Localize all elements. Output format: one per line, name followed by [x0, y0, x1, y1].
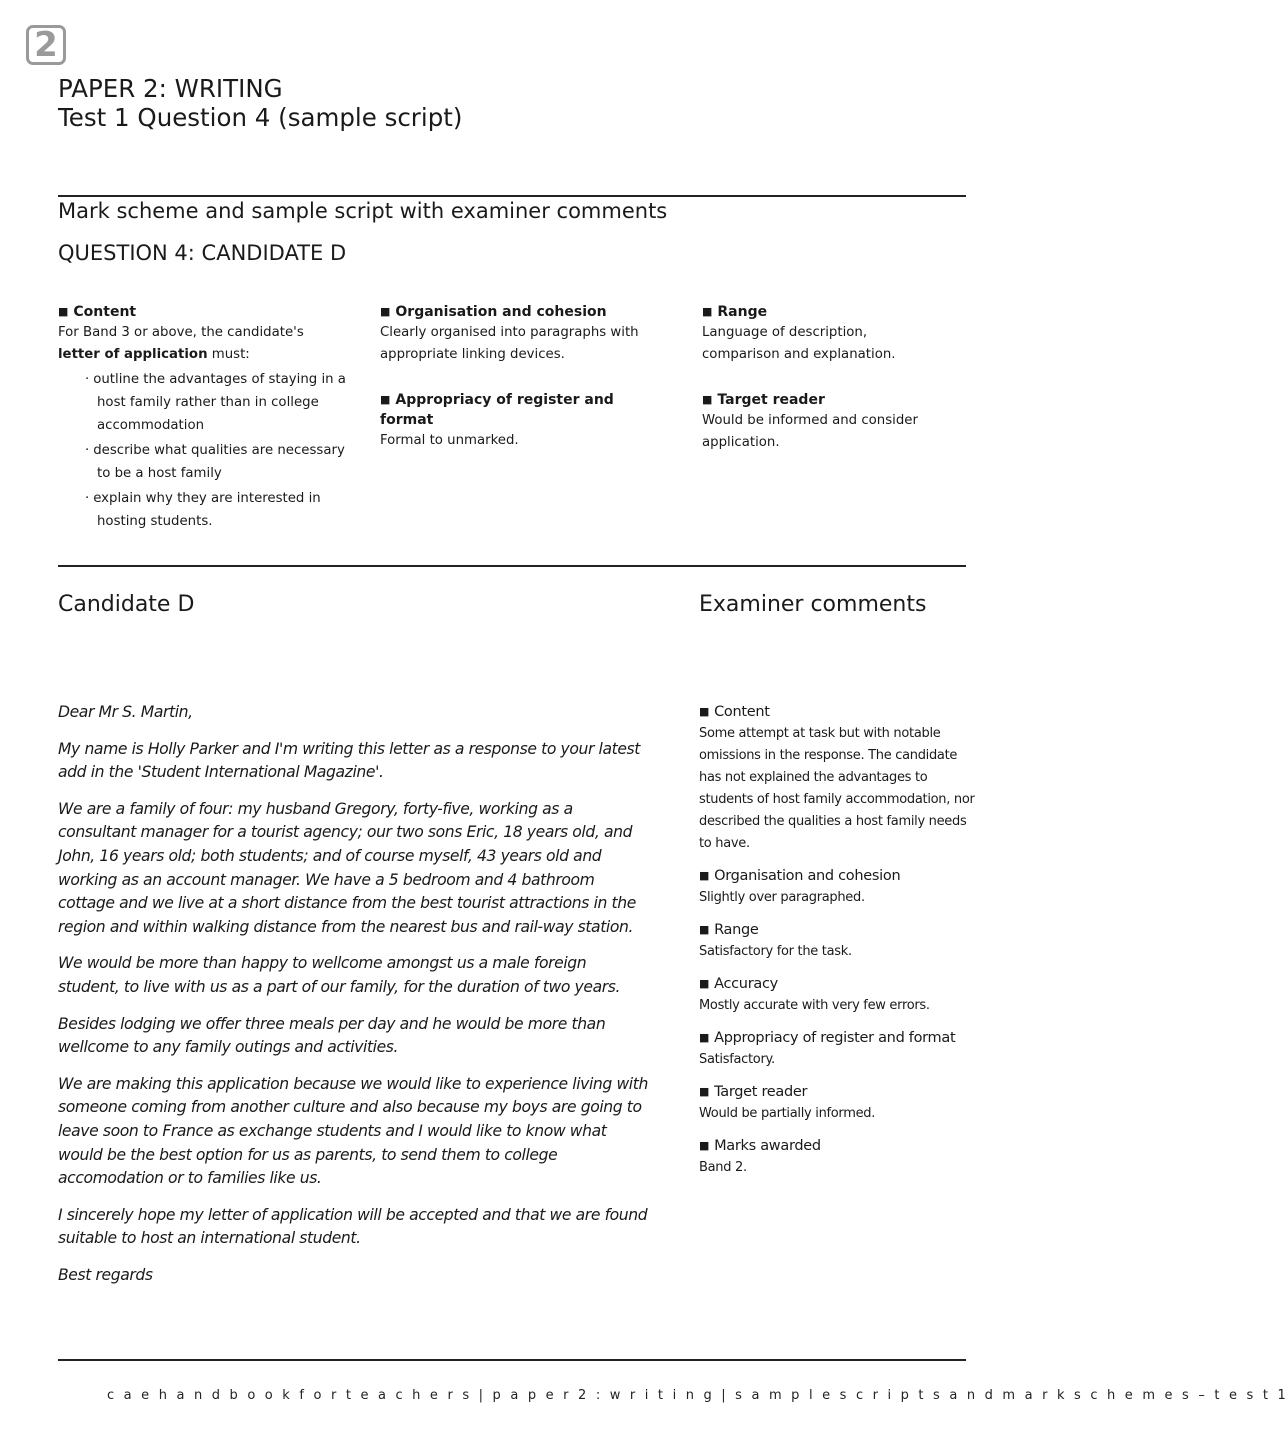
page-title: [58, 74, 462, 132]
square-bullet-icon: ■: [699, 1085, 710, 1098]
letter-paragraph: Besides lodging we offer three meals per day and he would be more than wellcome to any family outings and activities.: [58, 1014, 606, 1057]
mark-scheme-organisation: [380, 302, 640, 452]
paper-title-line1: PAPER 2: WRITING: [58, 74, 283, 103]
divider-bottom: [58, 1359, 966, 1361]
appropriacy-heading: ■ Appropriacy of register and format: [380, 392, 614, 428]
target-reader-heading: ■ Target reader: [702, 392, 825, 408]
square-bullet-icon: ■: [702, 305, 713, 318]
content-heading: ■ Content: [58, 304, 137, 320]
comment-text: Satisfactory for the task.: [699, 944, 852, 959]
comment-text: Satisfactory.: [699, 1052, 775, 1067]
comment-heading: ■ Target reader: [699, 1084, 808, 1100]
comment-heading: ■ Accuracy: [699, 976, 778, 992]
square-bullet-icon: ■: [380, 393, 391, 406]
square-bullet-icon: ■: [699, 1031, 710, 1044]
comment-text: Some attempt at task but with notable omissions in the response. The candidate has not explained the advantages to students of host family accommodation, nor described the qualities a host family needs to have.: [699, 726, 975, 851]
letter-paragraph: We would be more than happy to wellcome amongst us a male foreign student, to live with us as a part of our family, for the duration of two years.: [58, 954, 621, 996]
list-item: · explain why they are interested in hosting students.: [85, 491, 321, 529]
list-item: · describe what qualities are necessary to be a host family: [85, 443, 345, 481]
question-heading: QUESTION 4: CANDIDATE D: [58, 241, 347, 265]
range-text: Language of description, comparison and explanation.: [702, 325, 896, 362]
comment-item: [699, 1081, 981, 1125]
square-bullet-icon: ■: [699, 923, 710, 936]
comment-item: [699, 919, 981, 963]
divider-top: [58, 195, 966, 197]
appropriacy-text: Formal to unmarked.: [380, 433, 519, 448]
comment-heading: ■ Appropriacy of register and format: [699, 1030, 956, 1046]
letter-paragraph: We are making this application because we would like to experience living with someone coming from another culture and also because my boys are going to leave soon to France as exchange students and I would like to know what would be the best option for us as parents, to send them to college accomodation or to families like us.: [58, 1074, 648, 1188]
square-bullet-icon: ■: [380, 305, 391, 318]
paper-number-badge: 2: [26, 25, 66, 65]
organisation-text: Clearly organised into paragraphs with appropriate linking devices.: [380, 325, 639, 362]
examiner-comments: [699, 701, 981, 1189]
letter-paragraph: I sincerely hope my letter of application will be accepted and that we are found suitable to host an international student.: [58, 1205, 648, 1248]
comment-item: [699, 1135, 981, 1179]
section-heading: Mark scheme and sample script with examiner comments: [58, 199, 668, 223]
range-heading: ■ Range: [702, 304, 768, 320]
organisation-heading: ■ Organisation and cohesion: [380, 304, 607, 320]
letter-paragraph: Best regards: [58, 1265, 153, 1284]
letter-paragraph: Dear Mr S. Martin,: [58, 703, 193, 721]
comment-text: Slightly over paragraphed.: [699, 890, 865, 905]
content-intro-bold: letter of application: [58, 347, 208, 362]
comment-text: Would be partially informed.: [699, 1106, 876, 1121]
page-footer: c a e h a n d b o o k f o r t e a c h e r s | p a p e r 2 : w r i t i n g | s a m p l e s c r i p t s a n d m a r k s c h e m e s – t e s t 1: [107, 1388, 1288, 1403]
comment-item: [699, 865, 981, 909]
comment-heading: ■ Organisation and cohesion: [699, 868, 901, 884]
letter-paragraph: My name is Holly Parker and I'm writing this letter as a response to your latest add in the 'Student International Magazine'.: [58, 739, 640, 782]
candidate-heading: Candidate D: [58, 592, 195, 617]
square-bullet-icon: ■: [702, 393, 713, 406]
comment-text: Mostly accurate with very few errors.: [699, 998, 930, 1013]
square-bullet-icon: ■: [58, 305, 69, 318]
comment-item: [699, 701, 981, 855]
square-bullet-icon: ■: [699, 869, 710, 882]
examiner-heading: Examiner comments: [699, 592, 927, 617]
paper-title-line2: Test 1 Question 4 (sample script): [58, 103, 463, 132]
square-bullet-icon: ■: [699, 1139, 710, 1152]
comment-item: [699, 973, 981, 1017]
mark-scheme-range: [702, 302, 942, 454]
content-bullets: [58, 368, 358, 533]
letter-paragraph: We are a family of four: my husband Gregory, forty-five, working as a consultant manager for a tourist agency; our two sons Eric, 18 years old, and John, 16 years old; both students; and of course myself, 43 years old and working as an account manager. We have a 5 bedroom and 4 bathroom cottage and we live at a short distance from the best tourist attractions in the region and within walking distance from the nearest bus and rail-way station.: [58, 799, 636, 936]
comment-item: [699, 1027, 981, 1071]
comment-heading: ■ Marks awarded: [699, 1138, 821, 1154]
divider-middle: [58, 565, 966, 567]
square-bullet-icon: ■: [699, 977, 710, 990]
list-item: · outline the advantages of staying in a host family rather than in college accommodation: [85, 372, 346, 433]
mark-scheme-content: [58, 302, 358, 535]
content-intro: For Band 3 or above, the candidate's letter of application must:: [58, 325, 304, 362]
comment-heading: ■ Content: [699, 704, 770, 720]
target-reader-text: Would be informed and consider application.: [702, 413, 918, 450]
comment-heading: ■ Range: [699, 922, 759, 938]
candidate-letter: [58, 701, 648, 1300]
square-bullet-icon: ■: [699, 705, 710, 718]
comment-text: Band 2.: [699, 1160, 747, 1175]
